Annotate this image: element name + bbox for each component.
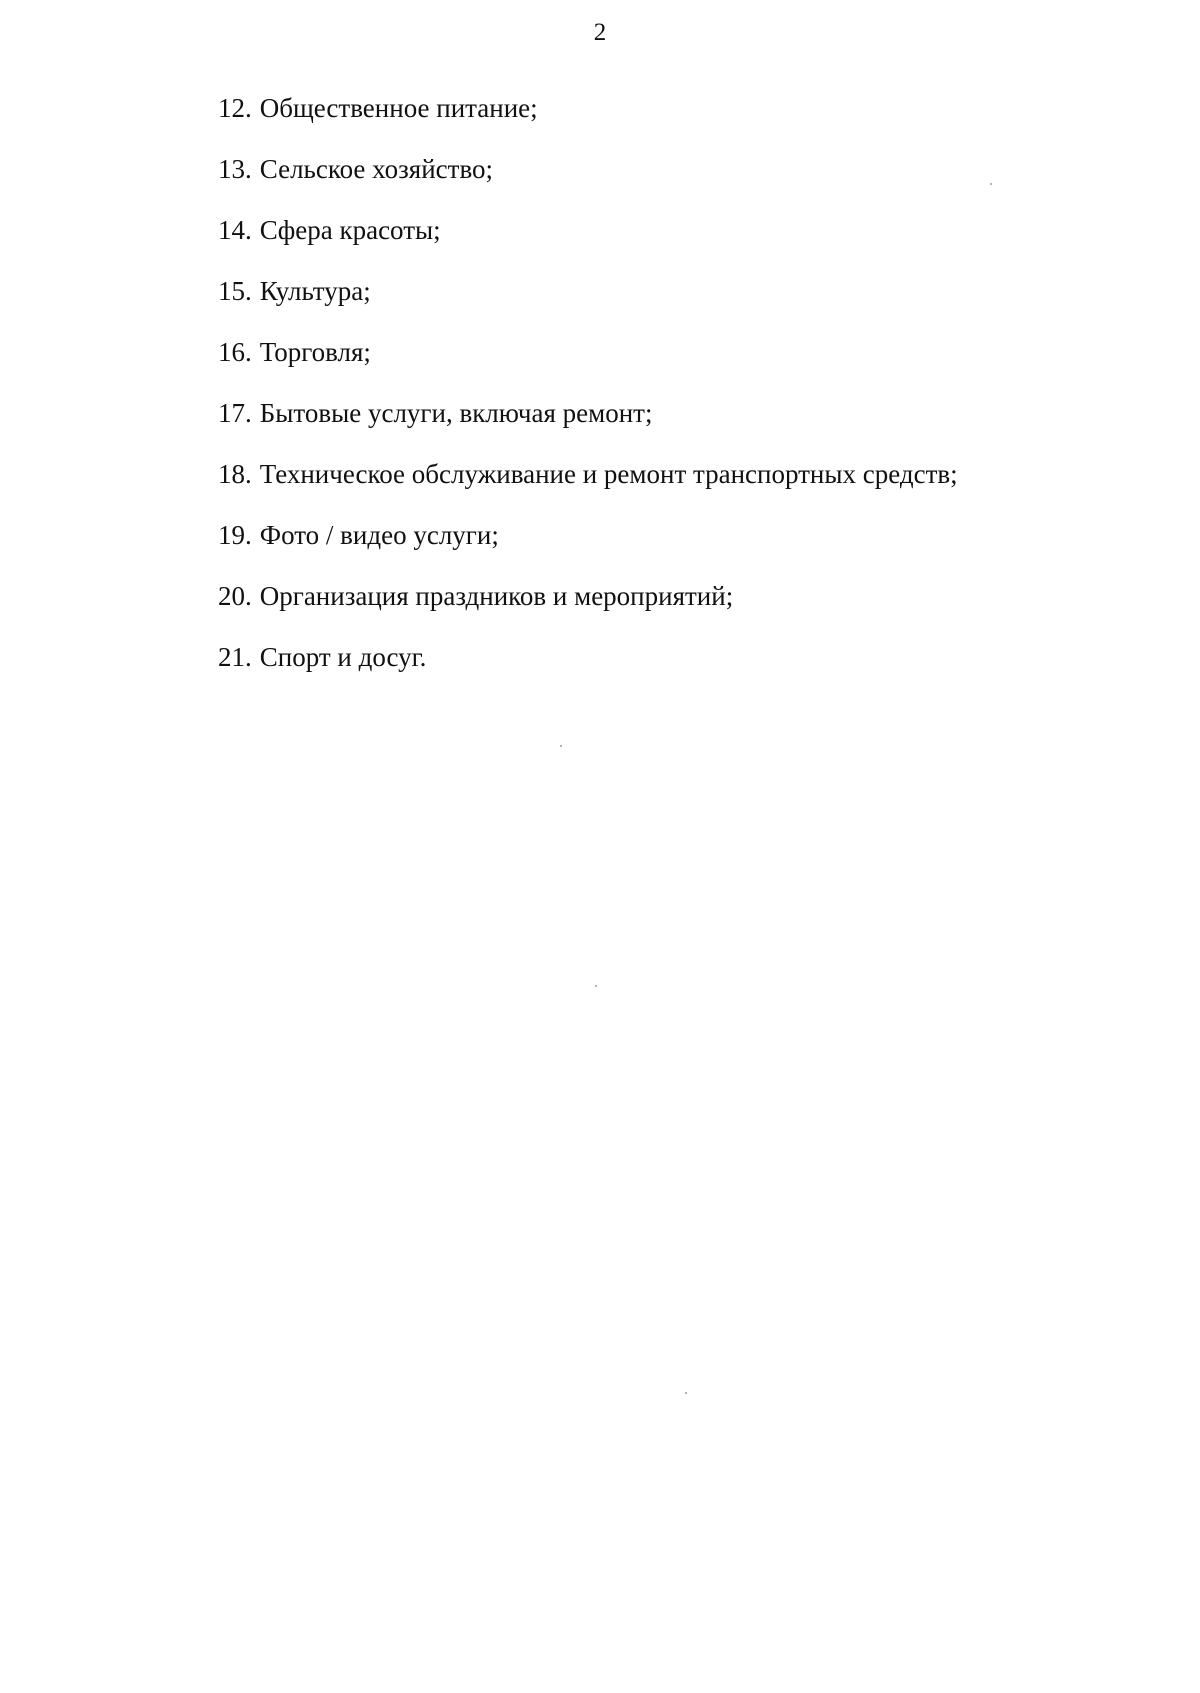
scan-speck xyxy=(595,985,597,987)
item-text: Общественное питание; xyxy=(259,93,538,123)
list-item xyxy=(218,459,958,520)
activity-list xyxy=(218,93,958,703)
item-number: 17. xyxy=(218,398,252,428)
item-number: 16. xyxy=(218,337,252,367)
scan-speck xyxy=(560,745,562,747)
item-text: Бытовые услуги, включая ремонт; xyxy=(259,398,653,428)
item-text: Сельское хозяйство; xyxy=(259,154,494,184)
list-item xyxy=(218,276,958,337)
item-text: Организация праздников и мероприятий; xyxy=(259,581,734,611)
list-item xyxy=(218,215,958,276)
item-text: Сфера красоты; xyxy=(259,215,441,245)
item-number: 13. xyxy=(218,154,252,184)
item-number: 15. xyxy=(218,276,252,306)
item-number: 19. xyxy=(218,520,252,550)
list-item xyxy=(218,581,958,642)
list-item xyxy=(218,520,958,581)
scan-speck xyxy=(685,1392,687,1394)
item-text: Фото / видео услуги; xyxy=(259,520,499,550)
item-text: Культура; xyxy=(259,276,371,306)
item-text: Спорт и досуг. xyxy=(259,642,427,672)
list-item xyxy=(218,398,958,459)
list-item xyxy=(218,154,958,215)
list-item xyxy=(218,337,958,398)
item-number: 18. xyxy=(218,459,252,489)
page-number: 2 xyxy=(593,19,607,46)
list-item xyxy=(218,642,958,703)
item-number: 21. xyxy=(218,642,252,672)
list-item xyxy=(218,93,958,154)
item-number: 14. xyxy=(218,215,252,245)
item-number: 20. xyxy=(218,581,252,611)
item-text: Торговля; xyxy=(259,337,371,367)
item-text: Техническое обслуживание и ремонт транспортных средств; xyxy=(259,459,958,489)
item-number: 12. xyxy=(218,93,252,123)
scan-speck xyxy=(990,183,992,185)
